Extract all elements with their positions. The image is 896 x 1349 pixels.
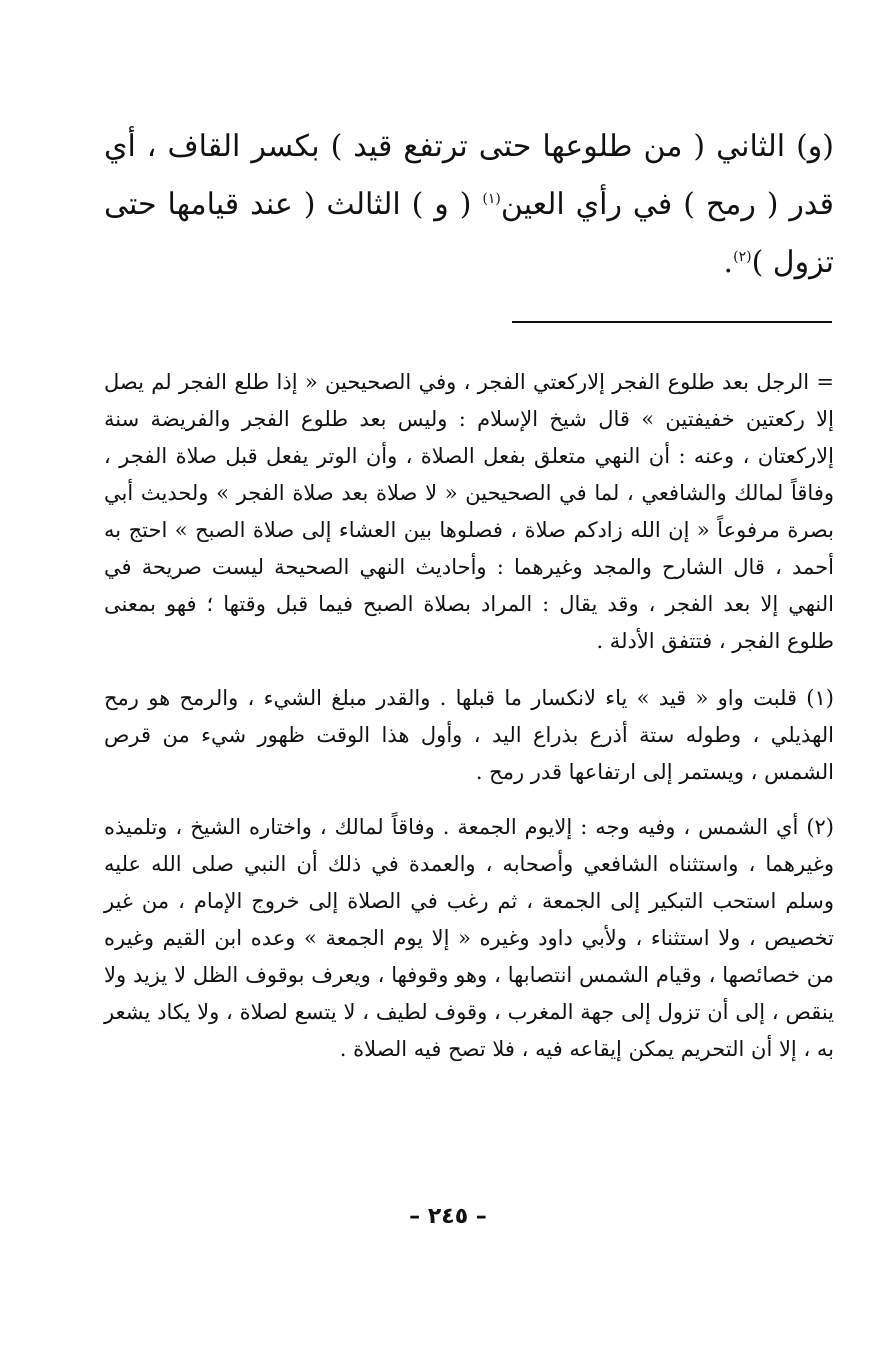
- main-line-end: .: [723, 245, 734, 280]
- page-number: – ٢٤٥ –: [409, 1204, 487, 1229]
- footnote-ref-1: (١): [482, 191, 501, 207]
- footnote-ref-2: (٢): [733, 249, 752, 265]
- footnote-continuation: = الرجل بعد طلوع الفجر إلاركعتي الفجر ، وفي الصحيحين « إذا طلع الفجر لم يصل إلا ركعتين خفيفتين » قال شيخ الإسلام : وليس بعد طلوع الفجر والفريضة سنة إلاركعتان ، وعنه : أن النهي متعلق بفعل الصلاة ، وأن الوتر يفعل قبل صلاة الفجر ، وفاقاً لمالك والشافعي ، لما في الصحيحين « لا صلاة بعد صلاة الفجر » ولحديث أبي بصرة مرفوعاً « إن الله زادكم صلاة ، فصلوها بين العشاء إلى صلاة الصبح » احتج به أحمد ، قال الشارح والمجد وغيرهما : وأحاديث النهي الصحيحة ليست صريحة في النهي إلا بعد الفجر ، وقد يقال : المراد بصلاة الصبح فيما قبل وقتها ؛ فهو بمعنى طلوع الفجر ، فتتفق الأدلة .: [104, 370, 834, 653]
- footnote-2: (٢) أي الشمس ، وفيه وجه : إلايوم الجمعة . وفاقاً لمالك ، واختاره الشيخ ، وتلميذه وغيرهما ، واستثناه الشافعي وأصحابه ، والعمدة في ذلك أن النبي صلى الله عليه وسلم استحب التبكير إلى الجمعة ، ثم رغب في الصلاة إلى خروج الإمام ، من غير تخصيص ، ولا استثناء ، ولأبي داود وغيره « إلا يوم الجمعة » وعده ابن القيم وغيره من خصائصها ، وقيام الشمس انتصابها ، وهو وقوفها ، ويعرف بوقوف الظل لا يزيد ولا ينقص ، إلى أن تزول إلى جهة المغرب ، وقوف لطيف ، لا يتسع لصلاة ، ولا يكاد يشعر به ، إلا أن التحريم يمكن إيقاعه فيه ، فلا تصح فيه الصلاة .: [104, 815, 834, 1061]
- main-paragraph: [104, 118, 834, 292]
- footnote-separator: [512, 321, 832, 323]
- main-line-3: ( و ) الثالث ( عند قيامها حتى: [104, 187, 472, 222]
- main-line-2: قدر ( رمح ) في رأي العين: [500, 187, 835, 222]
- footnotes: [104, 364, 834, 1086]
- main-line-4: تزول ): [751, 245, 834, 280]
- main-text: [104, 118, 834, 292]
- main-line-1: (و) الثاني ( من طلوعها حتى ترتفع قيد ) بكسر القاف ، أي: [104, 129, 834, 164]
- footnote-1: (١) قلبت واو « قيد » ياء لانكسار ما قبلها . والقدر مبلغ الشيء ، والرمح هو رمح الهذيلي ، وطوله ستة أذرع بذراع اليد ، وأول هذا الوقت ظهور شيء من قرص الشمس ، ويستمر إلى ارتفاعها قدر رمح .: [104, 686, 834, 784]
